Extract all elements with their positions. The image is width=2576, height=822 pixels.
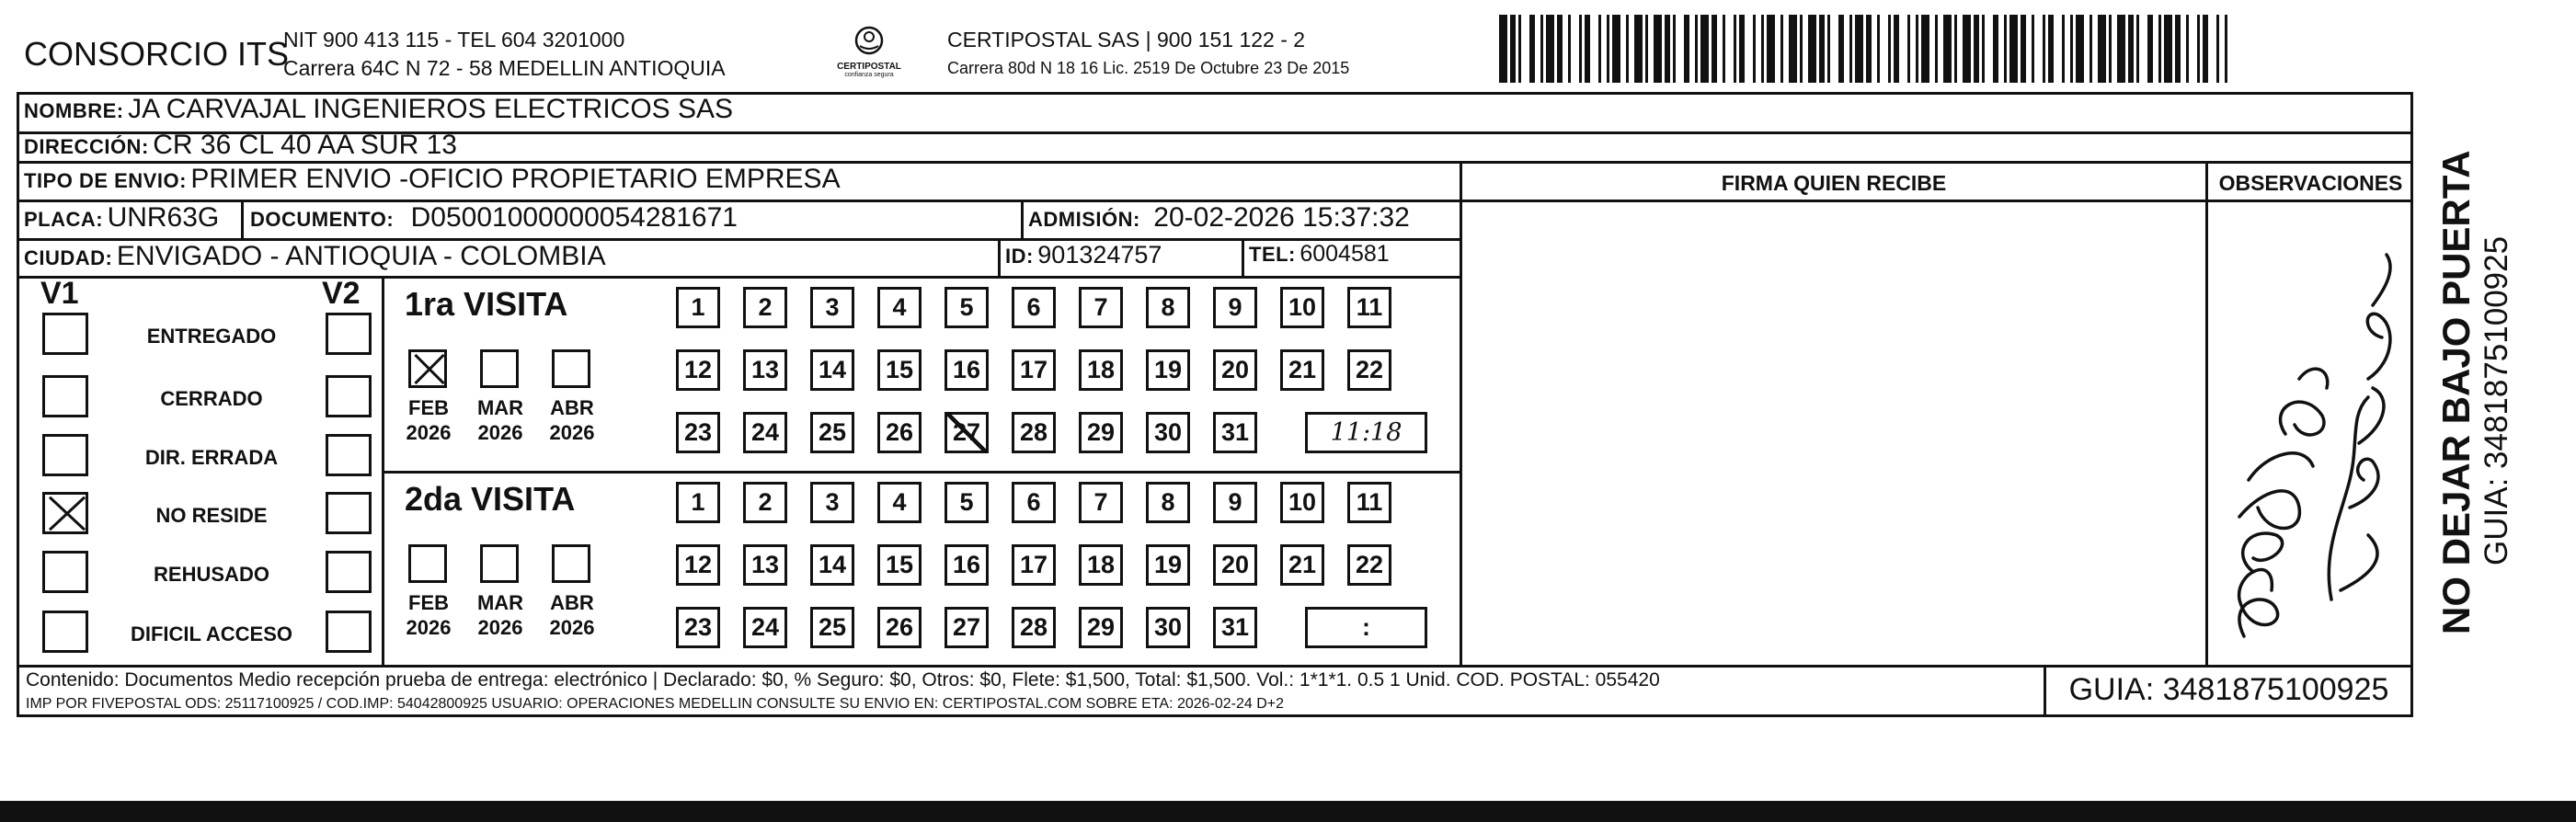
day-box[interactable]: 27 bbox=[945, 412, 989, 453]
v1-checkbox[interactable] bbox=[42, 551, 88, 593]
v2-checkbox[interactable] bbox=[326, 492, 372, 534]
barcode-bar bbox=[1585, 15, 1590, 83]
day-box[interactable]: 15 bbox=[877, 349, 922, 391]
barcode-bar bbox=[1849, 15, 1852, 83]
barcode-bar bbox=[2009, 15, 2018, 83]
barcode-bar bbox=[1877, 15, 1880, 83]
certipostal-logo bbox=[819, 26, 920, 81]
day-box[interactable]: 31 bbox=[1213, 412, 1257, 453]
certipostal-license: Carrera 80d N 18 16 Lic. 2519 De Octubre 23 De 2015 bbox=[947, 59, 1350, 77]
day-box[interactable]: 18 bbox=[1079, 544, 1123, 586]
barcode-bar bbox=[1734, 15, 1736, 83]
placa-value: UNR63G bbox=[107, 202, 220, 233]
day-box[interactable]: 3 bbox=[810, 287, 854, 328]
id-label: ID: bbox=[1005, 245, 1034, 268]
day-box[interactable]: 25 bbox=[810, 412, 854, 453]
barcode-bar bbox=[1612, 15, 1620, 83]
barcode-bar bbox=[2070, 15, 2073, 83]
barcode-bar bbox=[1607, 15, 1609, 83]
barcode-bar bbox=[1954, 15, 1957, 83]
barcode-bar bbox=[2117, 15, 2125, 83]
barcode-bar bbox=[1838, 15, 1844, 83]
barcode-bar bbox=[1800, 15, 1803, 83]
v1-checkbox[interactable] bbox=[42, 313, 88, 355]
day-box[interactable]: 19 bbox=[1146, 349, 1190, 391]
day-box[interactable]: 23 bbox=[676, 607, 720, 648]
day-box[interactable]: 8 bbox=[1146, 287, 1190, 328]
documento-label: DOCUMENTO: bbox=[250, 208, 395, 231]
imp-text: IMP POR FIVEPOSTAL ODS: 25117100925 / COD.IMP: 54042800925 USUARIO: OPERACIONES MEDELLIN CONSULTE SU ENVIO EN: CERTIPOSTAL.COM SOBRE ETA: 2026-02-24 D+2 bbox=[26, 696, 1285, 712]
observaciones-header: OBSERVACIONES bbox=[2218, 171, 2403, 195]
barcode-bar bbox=[2203, 15, 2208, 83]
month-checkbox[interactable] bbox=[552, 349, 590, 388]
barcode-bar bbox=[1665, 15, 1670, 83]
day-box[interactable]: 5 bbox=[945, 287, 989, 328]
barcode-bar bbox=[1684, 15, 1689, 83]
barcode-bar bbox=[1695, 15, 1698, 83]
placa-field bbox=[24, 202, 219, 234]
v1-label: V1 bbox=[40, 276, 79, 311]
day-box[interactable]: 21 bbox=[1280, 544, 1324, 586]
barcode-bar bbox=[1761, 15, 1764, 83]
tipo-envio-field bbox=[24, 164, 841, 195]
day-box[interactable]: 26 bbox=[877, 412, 922, 453]
barcode-bar bbox=[1888, 15, 1891, 83]
month-checkbox[interactable] bbox=[480, 544, 519, 583]
barcode-bar bbox=[1634, 15, 1643, 83]
day-box[interactable]: 5 bbox=[945, 482, 989, 523]
day-box[interactable]: 13 bbox=[743, 544, 787, 586]
day-box[interactable]: 10 bbox=[1280, 482, 1324, 523]
placa-label: PLACA: bbox=[24, 208, 104, 231]
day-box[interactable]: 11 bbox=[1347, 482, 1391, 523]
day-box[interactable]: 28 bbox=[1012, 412, 1056, 453]
day-box[interactable]: 29 bbox=[1079, 607, 1123, 648]
day-box[interactable]: 13 bbox=[743, 349, 787, 391]
day-box[interactable]: 23 bbox=[676, 412, 720, 453]
day-box[interactable]: 4 bbox=[877, 287, 922, 328]
barcode-bar bbox=[1866, 15, 1872, 83]
day-box[interactable]: 17 bbox=[1012, 544, 1056, 586]
barcode-bar bbox=[1982, 15, 1985, 83]
day-box[interactable]: 4 bbox=[877, 482, 922, 523]
v2-checkbox[interactable] bbox=[326, 313, 372, 355]
barcode-bar bbox=[1907, 15, 1910, 83]
company-name: CONSORCIO ITS bbox=[24, 35, 290, 73]
direccion-label: DIRECCIÓN: bbox=[24, 135, 149, 158]
id-value: 901324757 bbox=[1037, 241, 1162, 268]
barcode-bar bbox=[1943, 15, 1952, 83]
day-box[interactable]: 14 bbox=[810, 349, 854, 391]
day-box[interactable]: 20 bbox=[1213, 544, 1257, 586]
contenido-text: Contenido: Documentos Medio recepción prueba de entrega: electrónico | Declarado: $0, % Seguro: $0, Otros: $0, Flete: $1,500, Total: $1,500. Vol.: 1*1*1. 0.5 1 Unid. COD. POSTAL: 055420 bbox=[26, 669, 1660, 691]
day-box[interactable]: 27 bbox=[945, 607, 989, 648]
barcode-bar bbox=[2032, 15, 2034, 83]
day-box[interactable]: 12 bbox=[676, 544, 720, 586]
barcode bbox=[1499, 15, 2230, 83]
status-option-label: NO RESIDE bbox=[155, 504, 268, 527]
day-box[interactable]: 9 bbox=[1213, 482, 1257, 523]
logo-tagline: confianza segura bbox=[844, 72, 894, 78]
day-box[interactable]: 29 bbox=[1079, 412, 1123, 453]
month-year: 2026 bbox=[549, 421, 595, 444]
day-box[interactable]: 7 bbox=[1079, 287, 1123, 328]
barcode-bar bbox=[1780, 15, 1783, 83]
tel-value: 6004581 bbox=[1299, 241, 1390, 267]
barcode-bar bbox=[2128, 15, 2134, 83]
day-box[interactable]: 28 bbox=[1012, 607, 1056, 648]
logo-text: CERTIPOSTAL bbox=[837, 62, 901, 72]
documento-field bbox=[250, 202, 738, 234]
time-box[interactable]: : bbox=[1305, 607, 1427, 648]
month-year: 2026 bbox=[406, 421, 452, 444]
month-name: FEB bbox=[408, 396, 449, 419]
firma-header: FIRMA QUIEN RECIBE bbox=[1721, 171, 1947, 195]
barcode-bar bbox=[2225, 15, 2227, 83]
tipo-envio-value: PRIMER ENVIO -OFICIO PROPIETARIO EMPRESA bbox=[190, 164, 841, 194]
day-box[interactable]: 17 bbox=[1012, 349, 1056, 391]
barcode-bar bbox=[1598, 15, 1601, 83]
day-box[interactable]: 6 bbox=[1012, 287, 1056, 328]
ciudad-field bbox=[24, 241, 606, 272]
day-box[interactable]: 3 bbox=[810, 482, 854, 523]
barcode-bar bbox=[1626, 15, 1629, 83]
tel-field bbox=[1249, 241, 1390, 268]
nit-line: NIT 900 413 115 - TEL 604 3201000 bbox=[283, 28, 625, 51]
barcode-bar bbox=[1673, 15, 1676, 83]
day-box[interactable]: 19 bbox=[1146, 544, 1190, 586]
day-box[interactable]: 24 bbox=[743, 607, 787, 648]
day-box[interactable]: 14 bbox=[810, 544, 854, 586]
barcode-bar bbox=[1723, 15, 1725, 83]
barcode-bar bbox=[1700, 15, 1709, 83]
day-box[interactable]: 7 bbox=[1079, 482, 1123, 523]
barcode-bar bbox=[2197, 15, 2200, 83]
barcode-bar bbox=[2147, 15, 2153, 83]
barcode-bar bbox=[2043, 15, 2045, 83]
day-box[interactable]: 15 bbox=[877, 544, 922, 586]
barcode-bar bbox=[2004, 15, 2007, 83]
barcode-bar bbox=[1789, 15, 1797, 83]
admision-field bbox=[1028, 202, 1410, 234]
day-box[interactable]: 22 bbox=[1347, 544, 1391, 586]
barcode-bar bbox=[1518, 15, 1521, 83]
day-box[interactable]: 12 bbox=[676, 349, 720, 391]
visit-title: 1ra VISITA bbox=[405, 285, 568, 323]
month-label bbox=[539, 395, 605, 445]
time-box[interactable]: 11:18 bbox=[1305, 412, 1427, 453]
day-box[interactable]: 30 bbox=[1146, 412, 1190, 453]
day-box[interactable]: 21 bbox=[1280, 349, 1324, 391]
month-checkbox[interactable] bbox=[480, 349, 519, 388]
visit-title: 2da VISITA bbox=[405, 480, 576, 518]
barcode-bar bbox=[1579, 15, 1582, 83]
month-checkbox[interactable] bbox=[552, 544, 590, 583]
month-label bbox=[467, 395, 533, 445]
barcode-bar bbox=[1557, 15, 1563, 83]
day-box[interactable]: 1 bbox=[676, 482, 720, 523]
status-option-label: DIFICIL ACCESO bbox=[130, 622, 292, 645]
barcode-bar bbox=[1712, 15, 1717, 83]
month-name: FEB bbox=[408, 591, 449, 614]
month-year: 2026 bbox=[477, 616, 523, 639]
month-checkbox[interactable] bbox=[408, 349, 447, 388]
direccion-value: CR 36 CL 40 AA SUR 13 bbox=[153, 130, 457, 160]
barcode-bar bbox=[2089, 15, 2092, 83]
barcode-bar bbox=[1654, 15, 1662, 83]
barcode-bar bbox=[2109, 15, 2112, 83]
v2-checkbox[interactable] bbox=[326, 375, 372, 417]
month-checkbox[interactable] bbox=[408, 544, 447, 583]
barcode-bar bbox=[1921, 15, 1929, 83]
month-name: ABR bbox=[550, 396, 594, 419]
tipo-envio-label: TIPO DE ENVIO: bbox=[24, 169, 187, 192]
v1-checkbox[interactable] bbox=[42, 611, 88, 653]
barcode-bar bbox=[2048, 15, 2054, 83]
barcode-bar bbox=[2098, 15, 2106, 83]
v2-label: V2 bbox=[322, 276, 361, 311]
no-dejar-bajo-puerta: NO DEJAR BAJO PUERTA bbox=[2434, 150, 2478, 634]
scan-edge-band bbox=[0, 801, 2576, 822]
barcode-bar bbox=[1753, 15, 1756, 83]
day-box[interactable]: 24 bbox=[743, 412, 787, 453]
day-box[interactable]: 30 bbox=[1146, 607, 1190, 648]
v2-checkbox[interactable] bbox=[326, 551, 372, 593]
month-name: ABR bbox=[550, 591, 594, 614]
month-year: 2026 bbox=[477, 421, 523, 444]
v2-checkbox[interactable] bbox=[326, 434, 372, 476]
barcode-bar bbox=[1808, 15, 1816, 83]
barcode-bar bbox=[2062, 15, 2065, 83]
direccion-field bbox=[24, 130, 457, 161]
day-box[interactable]: 31 bbox=[1213, 607, 1257, 648]
barcode-bar bbox=[1499, 15, 1507, 83]
barcode-bar bbox=[2216, 15, 2219, 83]
barcode-bar bbox=[1855, 15, 1863, 83]
barcode-bar bbox=[2076, 15, 2084, 83]
day-box[interactable]: 10 bbox=[1280, 287, 1324, 328]
barcode-bar bbox=[2136, 15, 2139, 83]
status-option-label: ENTREGADO bbox=[146, 325, 277, 348]
day-box[interactable]: 25 bbox=[810, 607, 854, 648]
barcode-bar bbox=[1739, 15, 1745, 83]
month-label bbox=[467, 590, 533, 640]
v1-checkbox[interactable] bbox=[42, 492, 88, 534]
handwritten-signature bbox=[2212, 204, 2410, 662]
barcode-bar bbox=[1963, 15, 1971, 83]
month-label bbox=[395, 590, 462, 640]
status-option-label: DIR. ERRADA bbox=[144, 446, 279, 469]
guia-box: GUIA: 3481875100925 bbox=[2068, 672, 2389, 707]
day-box[interactable]: 2 bbox=[743, 482, 787, 523]
month-label bbox=[539, 590, 605, 640]
day-box[interactable]: 8 bbox=[1146, 482, 1190, 523]
barcode-bar bbox=[1993, 15, 1998, 83]
month-label bbox=[395, 395, 462, 445]
observaciones-notes bbox=[2212, 204, 2410, 662]
barcode-bar bbox=[2021, 15, 2026, 83]
company-address: Carrera 64C N 72 - 58 MEDELLIN ANTIOQUIA bbox=[283, 56, 726, 80]
v1-checkbox[interactable] bbox=[42, 434, 88, 476]
month-name: MAR bbox=[476, 591, 524, 614]
day-box[interactable]: 20 bbox=[1213, 349, 1257, 391]
day-box[interactable]: 18 bbox=[1079, 349, 1123, 391]
day-box[interactable]: 1 bbox=[676, 287, 720, 328]
barcode-bar bbox=[2175, 15, 2181, 83]
admision-value: 20-02-2026 15:37:32 bbox=[1153, 202, 1410, 233]
barcode-bar bbox=[1819, 15, 1825, 83]
ciudad-label: CIUDAD: bbox=[24, 246, 113, 269]
nombre-value: JA CARVAJAL INGENIEROS ELECTRICOS SAS bbox=[128, 94, 734, 124]
nombre-field bbox=[24, 94, 733, 125]
side-guia: GUIA: 3481875100925 bbox=[2479, 235, 2514, 565]
barcode-bar bbox=[1935, 15, 1938, 83]
barcode-bar bbox=[1546, 15, 1554, 83]
barcode-bar bbox=[2158, 15, 2161, 83]
v2-checkbox[interactable] bbox=[326, 611, 372, 653]
nombre-label: NOMBRE: bbox=[24, 99, 124, 122]
day-box[interactable]: 6 bbox=[1012, 482, 1056, 523]
status-option-label: REHUSADO bbox=[154, 563, 269, 586]
certipostal-line: CERTIPOSTAL SAS | 900 151 122 - 2 bbox=[947, 28, 1306, 51]
barcode-bar bbox=[1540, 15, 1543, 83]
day-box[interactable]: 26 bbox=[877, 607, 922, 648]
barcode-bar bbox=[1916, 15, 1918, 83]
day-box[interactable]: 11 bbox=[1347, 287, 1391, 328]
id-field bbox=[1005, 241, 1162, 269]
ciudad-value: ENVIGADO - ANTIOQUIA - COLOMBIA bbox=[116, 241, 606, 271]
barcode-bar bbox=[2186, 15, 2189, 83]
status-option-label: CERRADO bbox=[160, 387, 263, 410]
barcode-bar bbox=[1894, 15, 1899, 83]
barcode-bar bbox=[2164, 15, 2172, 83]
barcode-bar bbox=[1529, 15, 1535, 83]
certipostal-logo-icon bbox=[849, 26, 889, 57]
day-box[interactable]: 16 bbox=[945, 349, 989, 391]
day-box[interactable]: 2 bbox=[743, 287, 787, 328]
day-box[interactable]: 22 bbox=[1347, 349, 1391, 391]
tel-label: TEL: bbox=[1249, 243, 1296, 266]
day-box[interactable]: 16 bbox=[945, 544, 989, 586]
v1-checkbox[interactable] bbox=[42, 375, 88, 417]
barcode-bar bbox=[1767, 15, 1775, 83]
day-box[interactable]: 9 bbox=[1213, 287, 1257, 328]
barcode-bar bbox=[1974, 15, 1979, 83]
barcode-bar bbox=[1645, 15, 1648, 83]
barcode-bar bbox=[1568, 15, 1571, 83]
month-year: 2026 bbox=[549, 616, 595, 639]
barcode-bar bbox=[1827, 15, 1830, 83]
month-year: 2026 bbox=[406, 616, 452, 639]
admision-label: ADMISIÓN: bbox=[1028, 208, 1140, 231]
documento-value: D05001000000054281671 bbox=[410, 202, 738, 233]
month-name: MAR bbox=[476, 396, 524, 419]
barcode-bar bbox=[1510, 15, 1516, 83]
